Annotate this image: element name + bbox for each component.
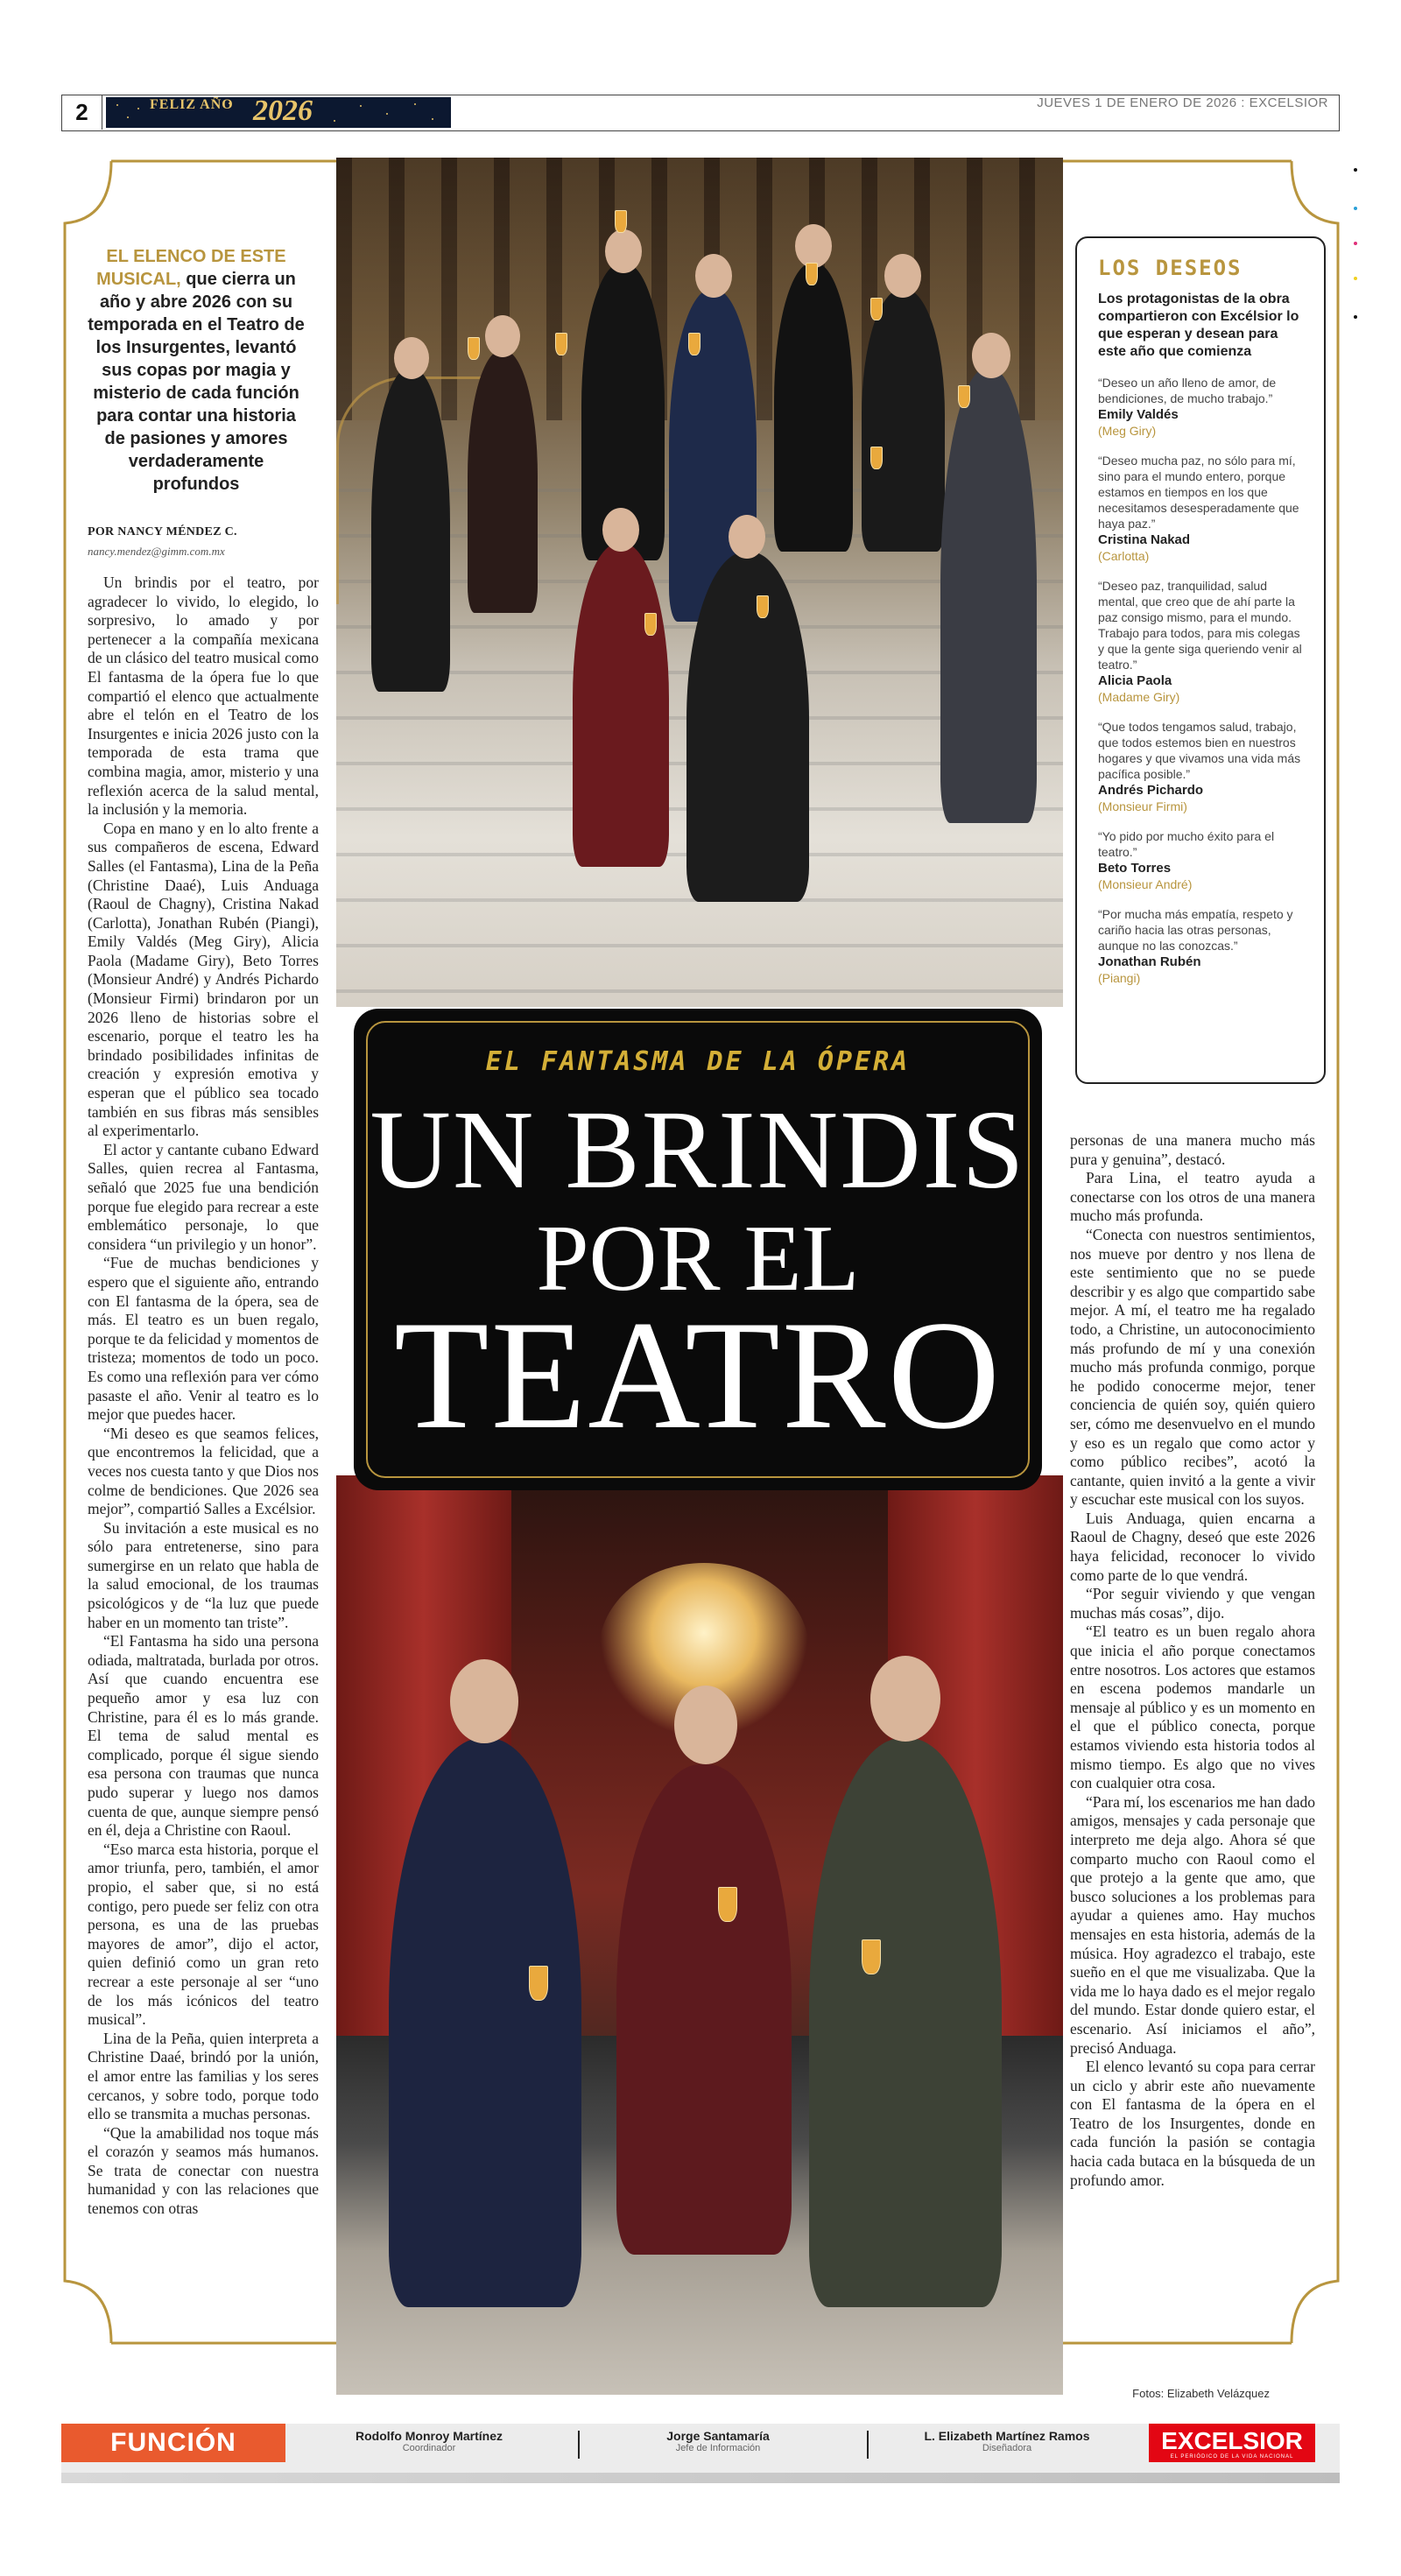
sidebar-wishes bbox=[1075, 236, 1326, 1084]
lede-rest: que cierra un año y abre 2026 con su temporada en el Teatro de los Insurgentes, levantó sus copas por magia y misterio de cada función para contar una historia de pasiones y amores verdaderamente profundos bbox=[88, 270, 305, 494]
paragraph: El actor y cantante cubano Edward Salles, quien recrea al Fantasma, señaló que 2025 fue una bendición porque fue elegido para recrear a este emblemático personaje, lo que considera “un privilegio y un honor”. bbox=[88, 1140, 319, 1253]
staff-role: Diseñadora bbox=[982, 2443, 1032, 2453]
quote-text: “Deseo mucha paz, no sólo para mí, sino para el mundo entero, porque estamos en tiempos en los que necesitamos desesperadamente que haya paz.” bbox=[1098, 454, 1299, 531]
paragraph: “Por seguir viviendo y que vengan muchas más cosas”, dijo. bbox=[1070, 1585, 1315, 1622]
staff-role: Jefe de Información bbox=[675, 2443, 761, 2453]
headline-line-2: POR EL bbox=[536, 1207, 860, 1311]
paragraph: “Mi deseo es que seamos felices, que encontremos la felicidad, que a veces nos cuesta tanto y que Dios nos colme de bendiciones. Que 2026 sea mejor”, compartió Salles a Excélsior. bbox=[88, 1424, 319, 1518]
paragraph: personas de una manera mucho más pura y genuina”, destacó. bbox=[1070, 1131, 1315, 1168]
staff-credit bbox=[867, 2429, 1147, 2453]
page-number: 2 bbox=[62, 95, 102, 130]
banner-year: 2026 bbox=[253, 97, 313, 127]
quote-role: (Monsieur André) bbox=[1098, 877, 1193, 891]
sidebar-title: LOS DESEOS bbox=[1098, 256, 1243, 280]
header-date: JUEVES 1 DE ENERO DE 2026 : EXCELSIOR bbox=[1037, 95, 1328, 110]
paragraph: “Fue de muchas bendiciones y espero que el siguiente año, entrando con El fantasma de la ópera, sea de más. El teatro es un buen regalo, porque te da felicidad y momentos de tristeza; momentos de todo un poco. Es como una reflexión para ver cómo pasaste el año. Venir al teatro es lo mejor que puedes hacer. bbox=[88, 1254, 319, 1424]
wish-quote bbox=[1098, 719, 1303, 814]
paragraph: “Para mí, los escenarios me han dado amigos, mensajes y cada personaje que interpreto me deja algo. Ahora sé que comparto mucho con Raoul como el que protejo a la gente que amo, que busco soluciones a los problemas para ayudar a quienes amo. Hay muchos mensajes en esta historia, además de la música. Hoy agradezco el trabajo, este sueño en el que me visualizaba. Que la vida me lo haya dado es el mejor regalo del mundo. Estar donde quiero estar, el escenario. Así iniciamos el año”, precisó Anduaga. bbox=[1070, 1792, 1315, 2057]
quote-name: Alicia Paola bbox=[1098, 673, 1172, 688]
sidebar-intro: Los protagonistas de la obra compartieron con Excélsior lo que esperan y desean para este año que comienza bbox=[1098, 292, 1299, 359]
quote-text: “Deseo paz, tranquilidad, salud mental, que creo que de ahí parte la paz consigo mismo, para el mundo. Trabajo para todos, para mis colegas y que la gente siga queriendo venir al teatro.” bbox=[1098, 579, 1302, 672]
wish-quote bbox=[1098, 453, 1303, 564]
paragraph: Para Lina, el teatro ayuda a conectarse con los otros de una manera mucho más profunda. bbox=[1070, 1169, 1315, 1225]
new-year-banner bbox=[106, 97, 451, 128]
staff-name: L. Elizabeth Martínez Ramos bbox=[924, 2429, 1090, 2443]
quote-role: (Madame Giry) bbox=[1098, 690, 1180, 704]
article-body-right bbox=[1070, 1131, 1315, 2348]
lede-lead: EL ELENCO DE ESTE MUSICAL, bbox=[96, 247, 286, 289]
staff-credit bbox=[578, 2429, 858, 2453]
quote-name: Emily Valdés bbox=[1098, 407, 1179, 422]
staff-name: Rodolfo Monroy Martínez bbox=[356, 2429, 503, 2443]
quote-name: Andrés Pichardo bbox=[1098, 783, 1204, 798]
paragraph: Un brindis por el teatro, por agradecer lo vivido, lo elegido, lo sorpresivo, lo amado y por pertenecer a la compañía mexicana de un clásico del teatro musical como El fantasma de la ópera fue lo que compartió el elenco que actualmente abre el telón en el Teatro de los Insurgentes e inicia 2026 justo con la temporada de esta trama que combina magia, amor, misterio y una reflexión acerca de la salud mental, la inclusión y la memoria. bbox=[88, 574, 319, 819]
quote-role: (Carlotta) bbox=[1098, 549, 1150, 563]
paragraph: “El Fantasma ha sido una persona odiada, maltratada, burlada por otros. Así que cuando encuentra ese pequeño amor y esa luz con Christine, para él es lo más grande. El tema de salud mental es complicado, porque él sigue siendo esa persona con traumas que nunca pudo superar y luego nos damos cuenta de que, aunque siempre pensó en él, deja a Christine con Raoul. bbox=[88, 1632, 319, 1840]
wish-quote bbox=[1098, 578, 1303, 705]
registration-dot bbox=[1354, 207, 1357, 210]
paragraph: “Conecta con nuestros sentimientos, nos mueve por dentro y nos llena de este sentimiento que no se puede describir y es algo que compartido sabe mejor. A mí, el teatro me ha regalado todo, a Christine, un autoconocimiento más profundo de mí y una conexión mucho más profunda conmigo, porque he podido conocerme mejor, tener conciencia de quién soy, quién quiero ser, cómo me desenvuelvo en el mundo y eso es un regalo que como actor y como público recibes”, acotó la cantante, quien invitó a la gente a vivir y escuchar este musical con los suyos. bbox=[1070, 1225, 1315, 1509]
photo-cast-staircase bbox=[336, 158, 1063, 1007]
wish-quote bbox=[1098, 375, 1303, 439]
paragraph: El elenco levantó su copa para cerrar un ciclo y abrir este año nuevamente con El fantasma de la ópera en el Teatro de los Insurgentes, donde en cada función la pasión se contagia hacia cada butaca en la búsqueda de un profundo amor. bbox=[1070, 2058, 1315, 2189]
registration-dot bbox=[1354, 242, 1357, 245]
quote-text: “Que todos tengamos salud, trabajo, que todos estemos bien en nuestros hogares y que vivamos una vida más pacífica posible.” bbox=[1098, 720, 1301, 781]
paragraph: Su invitación a este musical es no sólo para entretenerse, sino para sumergirse en un relato que habla de la salud emocional, de los traumas psicológicos y de “la luz que puede haber en un momento tan triste”. bbox=[88, 1518, 319, 1631]
registration-dot bbox=[1354, 168, 1357, 172]
paragraph: “El teatro es un buen regalo ahora que inicia el año porque conectamos entre nosotros. Los actores que estamos en escena podemos mandarle un mensaje al público y es un momento en el que el público conecta, porque estamos viviendo esta historia todos al mismo tiempo. Es algo que no vives con cualquier otra cosa. bbox=[1070, 1622, 1315, 1792]
quote-text: “Por mucha más empatía, respeto y cariño hacia las otras personas, aunque no las conozcas.” bbox=[1098, 907, 1293, 953]
photo-credit: Fotos: Elizabeth Velázquez bbox=[1132, 2387, 1270, 2400]
paragraph: Copa en mano y en lo alto frente a sus compañeros de escena, Edward Salles (el Fantasma), Lina de la Peña (Christine Daaé), Luis Anduaga (Raoul de Chagny), Cristina Nakad (Carlotta), Jonathan Rubén (Piangi), Emily Valdés (Meg Giry), Alicia Paola (Madame Giry), Beto Torres (Monsieur André) y Andrés Pichardo (Monsieur Firmi) brindaron por un 2026 lleno de historias sobre el escenario, porque el teatro les ha brindado posibilidades infinitas de creación y expresión emotiva y esperan que el público sea tocado también en sus fibras más sensibles al experimentarlo. bbox=[88, 819, 319, 1140]
paragraph: “Que la amabilidad nos toque más el corazón y seamos más humanos. Se trata de conectar con nuestra humanidad y con las relaciones que tenemos con otras bbox=[88, 2123, 319, 2218]
quote-name: Cristina Nakad bbox=[1098, 532, 1191, 547]
banner-label: FELIZ AÑO bbox=[150, 97, 234, 112]
photo-lead-trio bbox=[336, 1475, 1063, 2395]
byline-author: POR NANCY MÉNDEZ C. bbox=[88, 525, 237, 538]
registration-dot bbox=[1354, 315, 1357, 319]
headline-line-3: TEATRO bbox=[393, 1288, 1003, 1461]
excelsior-logo bbox=[1149, 2424, 1315, 2462]
staff-name: Jorge Santamaría bbox=[666, 2429, 770, 2443]
quote-text: “Deseo un año lleno de amor, de bendiciones, de mucho trabajo.” bbox=[1098, 376, 1277, 405]
logo-text: EXCELSIOR bbox=[1161, 2427, 1303, 2454]
wish-quote bbox=[1098, 906, 1303, 986]
quote-role: (Piangi) bbox=[1098, 971, 1141, 985]
quote-text: “Yo pido por mucho éxito para el teatro.” bbox=[1098, 829, 1275, 859]
paragraph: Luis Anduaga, quien encarna a Raoul de Chagny, deseó que este 2026 haya felicidad, reconocer lo vivido como parte de lo que vendrá. bbox=[1070, 1509, 1315, 1584]
page-footer bbox=[61, 2424, 1340, 2473]
wish-quote bbox=[1098, 828, 1303, 892]
logo-tagline: EL PERIÓDICO DE LA VIDA NACIONAL bbox=[1170, 2454, 1294, 2460]
paragraph: Lina de la Peña, quien interpreta a Christine Daaé, brindó por la unión, el amor entre las familias y los seres cercanos, y sobre todo, porque todo ello se transmita a muchas personas. bbox=[88, 2029, 319, 2123]
staff-role: Coordinador bbox=[402, 2443, 456, 2453]
paragraph: “Eso marca esta historia, porque el amor triunfa, pero, también, el amor propio, el saber que, si no está contigo, pero puede ser feliz con otra persona, es una de las pruebas mayores de amor”, dijo el actor, quien definió como un gran reto recrear a este personaje al ser “uno de los más icónicos del teatro musical”. bbox=[88, 1840, 319, 2029]
headline-line-1: UN BRINDIS bbox=[370, 1087, 1026, 1212]
title-kicker: EL FANTASMA DE LA ÓPERA bbox=[485, 1046, 911, 1077]
quote-role: (Meg Giry) bbox=[1098, 424, 1157, 438]
page-header bbox=[61, 95, 1340, 131]
lede bbox=[84, 245, 308, 496]
staff-credit bbox=[289, 2429, 569, 2453]
registration-dot bbox=[1354, 277, 1357, 280]
quote-role: (Monsieur Firmi) bbox=[1098, 799, 1187, 813]
byline-email[interactable]: nancy.mendez@gimm.com.mx bbox=[88, 545, 225, 558]
article-body-left bbox=[88, 574, 319, 2333]
footer-gradient-bar bbox=[61, 2473, 1340, 2483]
quote-name: Beto Torres bbox=[1098, 861, 1172, 876]
quote-name: Jonathan Rubén bbox=[1098, 954, 1201, 969]
section-label: FUNCIÓN bbox=[61, 2424, 285, 2462]
